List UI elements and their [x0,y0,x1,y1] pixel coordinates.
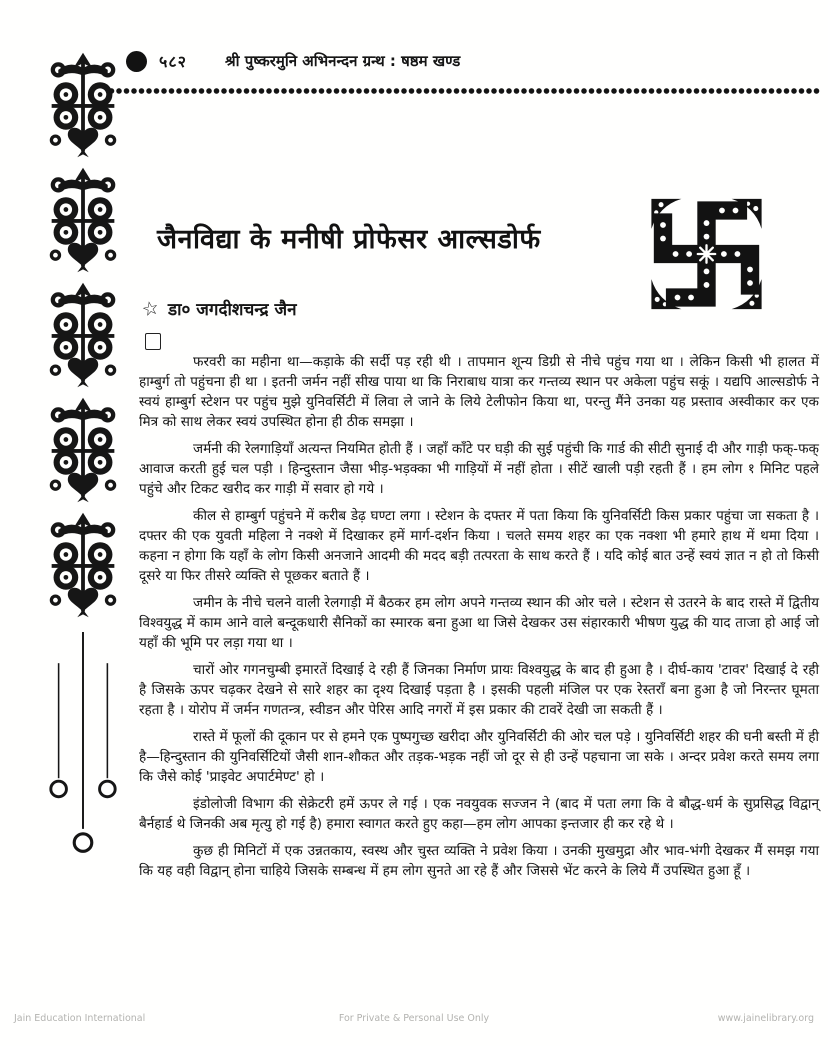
border-ornament-icon [45,282,121,388]
square-marker-icon [145,333,161,350]
paragraph: चारों ओर गगनचुम्बी इमारतें दिखाई दे रही हैं जिनका निर्माण प्रायः विश्वयुद्ध के बाद ही हुआ है । दीर्घ-काय 'टावर' दिखाई दे रही है जिसके ऊपर चढ़कर देखने से सारे शहर का दृश्य दिखाई पड़ता है । इसकी पहली मंजिल पर एक रेस्तराँ बना हुआ है जो निरन्तर घूमता रहता है । योरोप में जर्मन गणतन्त्र, स्वीडन और पेरिस आदि नगरों में इस प्रकार की टावरें देखी जा सकती हैं । [139,662,819,718]
border-tassels-icon [44,629,122,867]
footer-center-text: For Private & Personal Use Only [338,1013,490,1024]
page-number: ५८२ [159,52,187,71]
paragraph: कुछ ही मिनिटों में एक उन्नतकाय, स्वस्थ और चुस्त व्यक्ति ने प्रवेश किया । उनकी मुखमुद्रा और भाव-भंगी देखकर मैं समझ गया कि यह वही विद्वान् होना चाहिये जिसके सम्बन्ध में हम लोग सुनते आ रहे हैं और जिससे भेंट करने के लिये मैं उपस्थित हुआ हूँ । [139,843,819,879]
paragraph: इंडोलोजी विभाग की सेक्रेटरी हमें ऊपर ले गई । एक नवयुवक सज्जन ने (बाद में पता लगा कि वे बौद्ध-धर्म के सुप्रसिद्ध विद्वान् बैर्नहार्ड थे जिनकी अब मृत्यु हो गई है) हमारा स्वागत करते हुए कहा—हम लोग आपका इन्तजार ही कर रहे थे । [139,796,819,832]
star-icon: ☆ [139,295,162,322]
paragraph: कील से हाम्बुर्ग पहुंचने में करीब डेढ़ घण्टा लगा । स्टेशन के दफ्तर में पता किया कि युनिवर्सिटी किस प्रकार पहुंचा जा सकता है । दफ्तर की एक युवती महिला ने नक्शे में दिखाकर हमें मार्ग-दर्शन किया । चलते समय शहर का एक नक्शा भी हमारे हाथ में थमा दिया । कहना न होगा कि यहाँ के लोग किसी अनजाने आदमी की मदद बड़ी तत्परता के साथ करते हैं । यदि कोई बात उन्हें स्वयं ज्ञात न हो तो किसी दूसरे या फिर तीसरे व्यक्ति से पूछकर बताते हैं । [139,508,819,584]
bullet-icon [126,51,147,72]
border-ornament-icon [45,397,121,503]
paragraph: जमीन के नीचे चलने वाली रेलगाड़ी में बैठकर हम लोग अपने गन्तव्य स्थान की ओर चले । स्टेशन से उतरने के बाद रास्ते में द्वितीय विश्वयुद्ध में काम आने वाले बन्दूकधारी सैनिकों का स्मारक बना हुआ था जिसे देखकर उस संहारकारी भीषण युद्ध की याद ताजा हो आई जो यहाँ की भूमि पर लड़ा गया था । [139,595,819,651]
dotted-divider [108,87,820,95]
border-ornament-icon [45,167,121,273]
paragraph: जर्मनी की रेलगाड़ियाँ अत्यन्त नियमित होती हैं । जहाँ काँटे पर घड़ी की सुई पहुंची कि गार्ड की सीटी सुनाई दी और गाड़ी फक्-फक् आवाज करती हुई चल पड़ी । हिन्दुस्तान जैसा भीड़-भड़क्का भी गाड़ियों में नहीं होता । सीटें खाली पड़ी रहती हैं । हम लोग १ मिनिट पहले पहुंचे और टिकट खरीद कर गाड़ी में सवार हो गये । [139,441,819,497]
running-header [126,50,814,72]
article-title: जैनविद्या के मनीषी प्रोफेसर आल्सडोर्फ [157,224,541,255]
article-body [139,352,819,888]
scan-footer [14,1013,814,1024]
author-name: डा० जगदीशचन्द्र जैन [168,300,297,320]
border-ornament-icon [45,512,121,618]
book-title: श्री पुष्करमुनि अभिनन्दन ग्रन्थ : षष्ठम खण्ड [224,52,461,70]
paragraph: फरवरी का महीना था—कड़ाके की सर्दी पड़ रही थी । तापमान शून्य डिग्री से नीचे पहुंच गया था । लेकिन किसी भी हालत में हाम्बुर्ग तो पहुंचना ही था । इतनी जर्मन नहीं सीख पाया था कि निराबाध यात्रा कर गन्तव्य स्थान पर अकेला पहुंच सकूं । यद्यपि आल्सडोर्फ ने स्वयं हाम्बुर्ग स्टेशन पर पहुंच मुझे युनिवर्सिटी में लिवा ले जाने के लिये टेलीफोन किया था, परन्तु मैंने उनका यह प्रस्ताव अस्वीकार कर एक मित्र को साथ लेकर स्वयं उपस्थित होना ही ठीक समझा । [139,354,819,430]
swastika-ornament-icon [645,196,768,312]
footer-right-text: www.jainelibrary.org [717,1013,814,1024]
paragraph: रास्ते में फूलों की दूकान पर से हमने एक पुष्पगुच्छ खरीदा और युनिवर्सिटी की ओर चल पड़े । युनिवर्सिटी शहर की घनी बस्ती में ही है—हिन्दुस्तान की युनिवर्सिटियों जैसी शान-शौकत और तड़क-भड़क नहीं जो दूर से ही उन्हें पहचाना जा सके । अन्दर प्रवेश करते समय लगा कि जैसे कोई 'प्राइवेट अपार्टमेण्ट' हो । [139,729,819,785]
footer-left-text: Jain Education International [14,1013,146,1024]
decorative-left-border [44,52,122,867]
author-line [139,295,297,322]
border-ornament-icon [45,52,121,158]
